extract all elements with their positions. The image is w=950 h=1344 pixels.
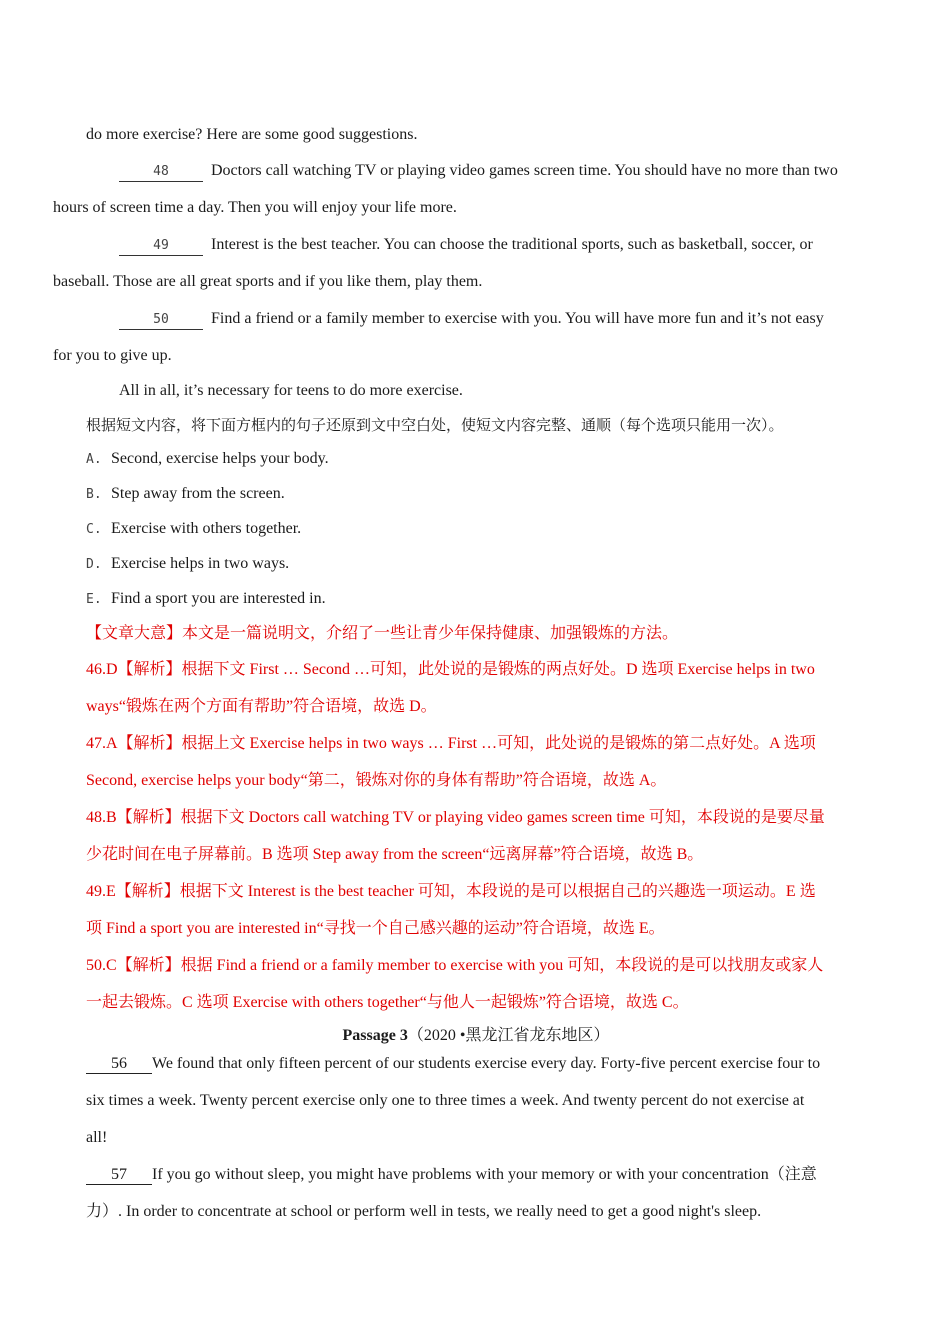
option-a: [86, 442, 866, 477]
answer-line-2: 项 Find a sport you are interested in“寻找一个自己感兴趣的运动”符合语境，故选 E。: [86, 920, 665, 937]
q50-text: Find a friend or a family member to exercise with you. You will have more fun and it’s not easy: [207, 310, 824, 327]
answer-line-2: 少花时间在电子屏幕前。B 选项 Step away from the screen“远离屏幕”符合语境，故选 B。: [86, 846, 704, 863]
question-48: [53, 152, 866, 226]
answer-line-2: 一起去锻炼。C 选项 Exercise with others together“与他人一起锻炼”符合语境，故选 C。: [86, 994, 689, 1011]
answer-46: [86, 651, 866, 725]
q56-line-2: six times a week. Twenty percent exercise only one to three times a week. And twenty percent do not exercise at: [86, 1092, 805, 1109]
option-letter: C.: [86, 522, 102, 537]
q56-line-1: We found that only fifteen percent of our students exercise every day. Forty-five percent exercise four to: [152, 1055, 821, 1072]
question-49: [53, 226, 866, 300]
option-letter: E.: [86, 592, 102, 607]
option-text: Second, exercise helps your body.: [111, 450, 329, 467]
option-text: Exercise with others together.: [111, 520, 302, 537]
option-letter: B.: [86, 487, 102, 502]
blank-57[interactable]: 57: [86, 1166, 152, 1185]
option-e: [86, 582, 866, 617]
q49-text: Interest is the best teacher. You can choose the traditional sports, such as basketball, soccer, or: [207, 236, 813, 253]
q48-text: Doctors call watching TV or playing video games screen time. You should have no more than two: [207, 162, 838, 179]
option-b: [86, 477, 866, 512]
instruction: 根据短文内容，将下面方框内的句子还原到文中空白处，使短文内容完整、通顺（每个选项只能用一次）。: [86, 416, 784, 434]
options-list: [86, 442, 866, 617]
answer-explanations: [86, 651, 866, 1021]
blank-56[interactable]: 56: [86, 1055, 152, 1074]
answer-48: [86, 799, 866, 873]
answer-line-1: 49.E【解析】根据下文 Interest is the best teacher 可知，本段说的是可以根据自己的兴趣选一项运动。E 选: [86, 883, 816, 900]
answer-50: [86, 947, 866, 1021]
blank-49[interactable]: 49: [119, 237, 203, 256]
option-text: Step away from the screen.: [111, 485, 285, 502]
question-56: [86, 1045, 866, 1156]
option-text: Find a sport you are interested in.: [111, 590, 326, 607]
blank-50[interactable]: 50: [119, 311, 203, 330]
passage-source: （2020 •黑龙江省龙东地区）: [407, 1027, 610, 1044]
conclusion: All in all, it’s necessary for teens to do more exercise.: [119, 382, 463, 399]
answer-line-2: Second, exercise helps your body“第二，锻炼对你的身体有帮助”符合语境，故选 A。: [86, 772, 667, 789]
article-summary: 【文章大意】本文是一篇说明文，介绍了一些让青少年保持健康、加强锻炼的方法。: [86, 625, 679, 642]
answer-line-1: 48.B【解析】根据下文 Doctors call watching TV or playing video games screen time 可知，本段说的是要尽量: [86, 809, 825, 826]
answer-line-1: 47.A【解析】根据上文 Exercise helps in two ways … First …可知，此处说的是锻炼的第二点好处。A 选项: [86, 735, 816, 752]
option-letter: A.: [86, 452, 102, 467]
question-57: [86, 1156, 866, 1230]
passage-title: Passage 3: [342, 1027, 408, 1044]
answer-47: [86, 725, 866, 799]
q48-cont: hours of screen time a day. Then you will enjoy your life more.: [53, 199, 457, 216]
answer-line-1: 46.D【解析】根据下文 First … Second …可知，此处说的是锻炼的两点好处。D 选项 Exercise helps in two: [86, 661, 815, 678]
document-page: [53, 118, 866, 1230]
q57-line-2: 力）. In order to concentrate at school or perform well in tests, we really need to get a good night's sleep.: [86, 1203, 762, 1220]
q50-cont: for you to give up.: [53, 347, 172, 364]
q56-line-3: all!: [86, 1129, 108, 1146]
blank-48[interactable]: 48: [119, 163, 203, 182]
q49-cont: baseball. Those are all great sports and if you like them, play them.: [53, 273, 483, 290]
answer-line-1: 50.C【解析】根据 Find a friend or a family member to exercise with you 可知，本段说的是可以找朋友或家人: [86, 957, 824, 974]
q57-line-1: If you go without sleep, you might have problems with your memory or with your concentration（注意: [152, 1166, 817, 1183]
option-text: Exercise helps in two ways.: [111, 555, 290, 572]
answer-49: [86, 873, 866, 947]
option-d: [86, 547, 866, 582]
question-50: [53, 300, 866, 374]
intro-tail: do more exercise? Here are some good suggestions.: [86, 126, 418, 143]
answer-line-2: ways“锻炼在两个方面有帮助”符合语境，故选 D。: [86, 698, 437, 715]
option-letter: D.: [86, 557, 102, 572]
option-c: [86, 512, 866, 547]
